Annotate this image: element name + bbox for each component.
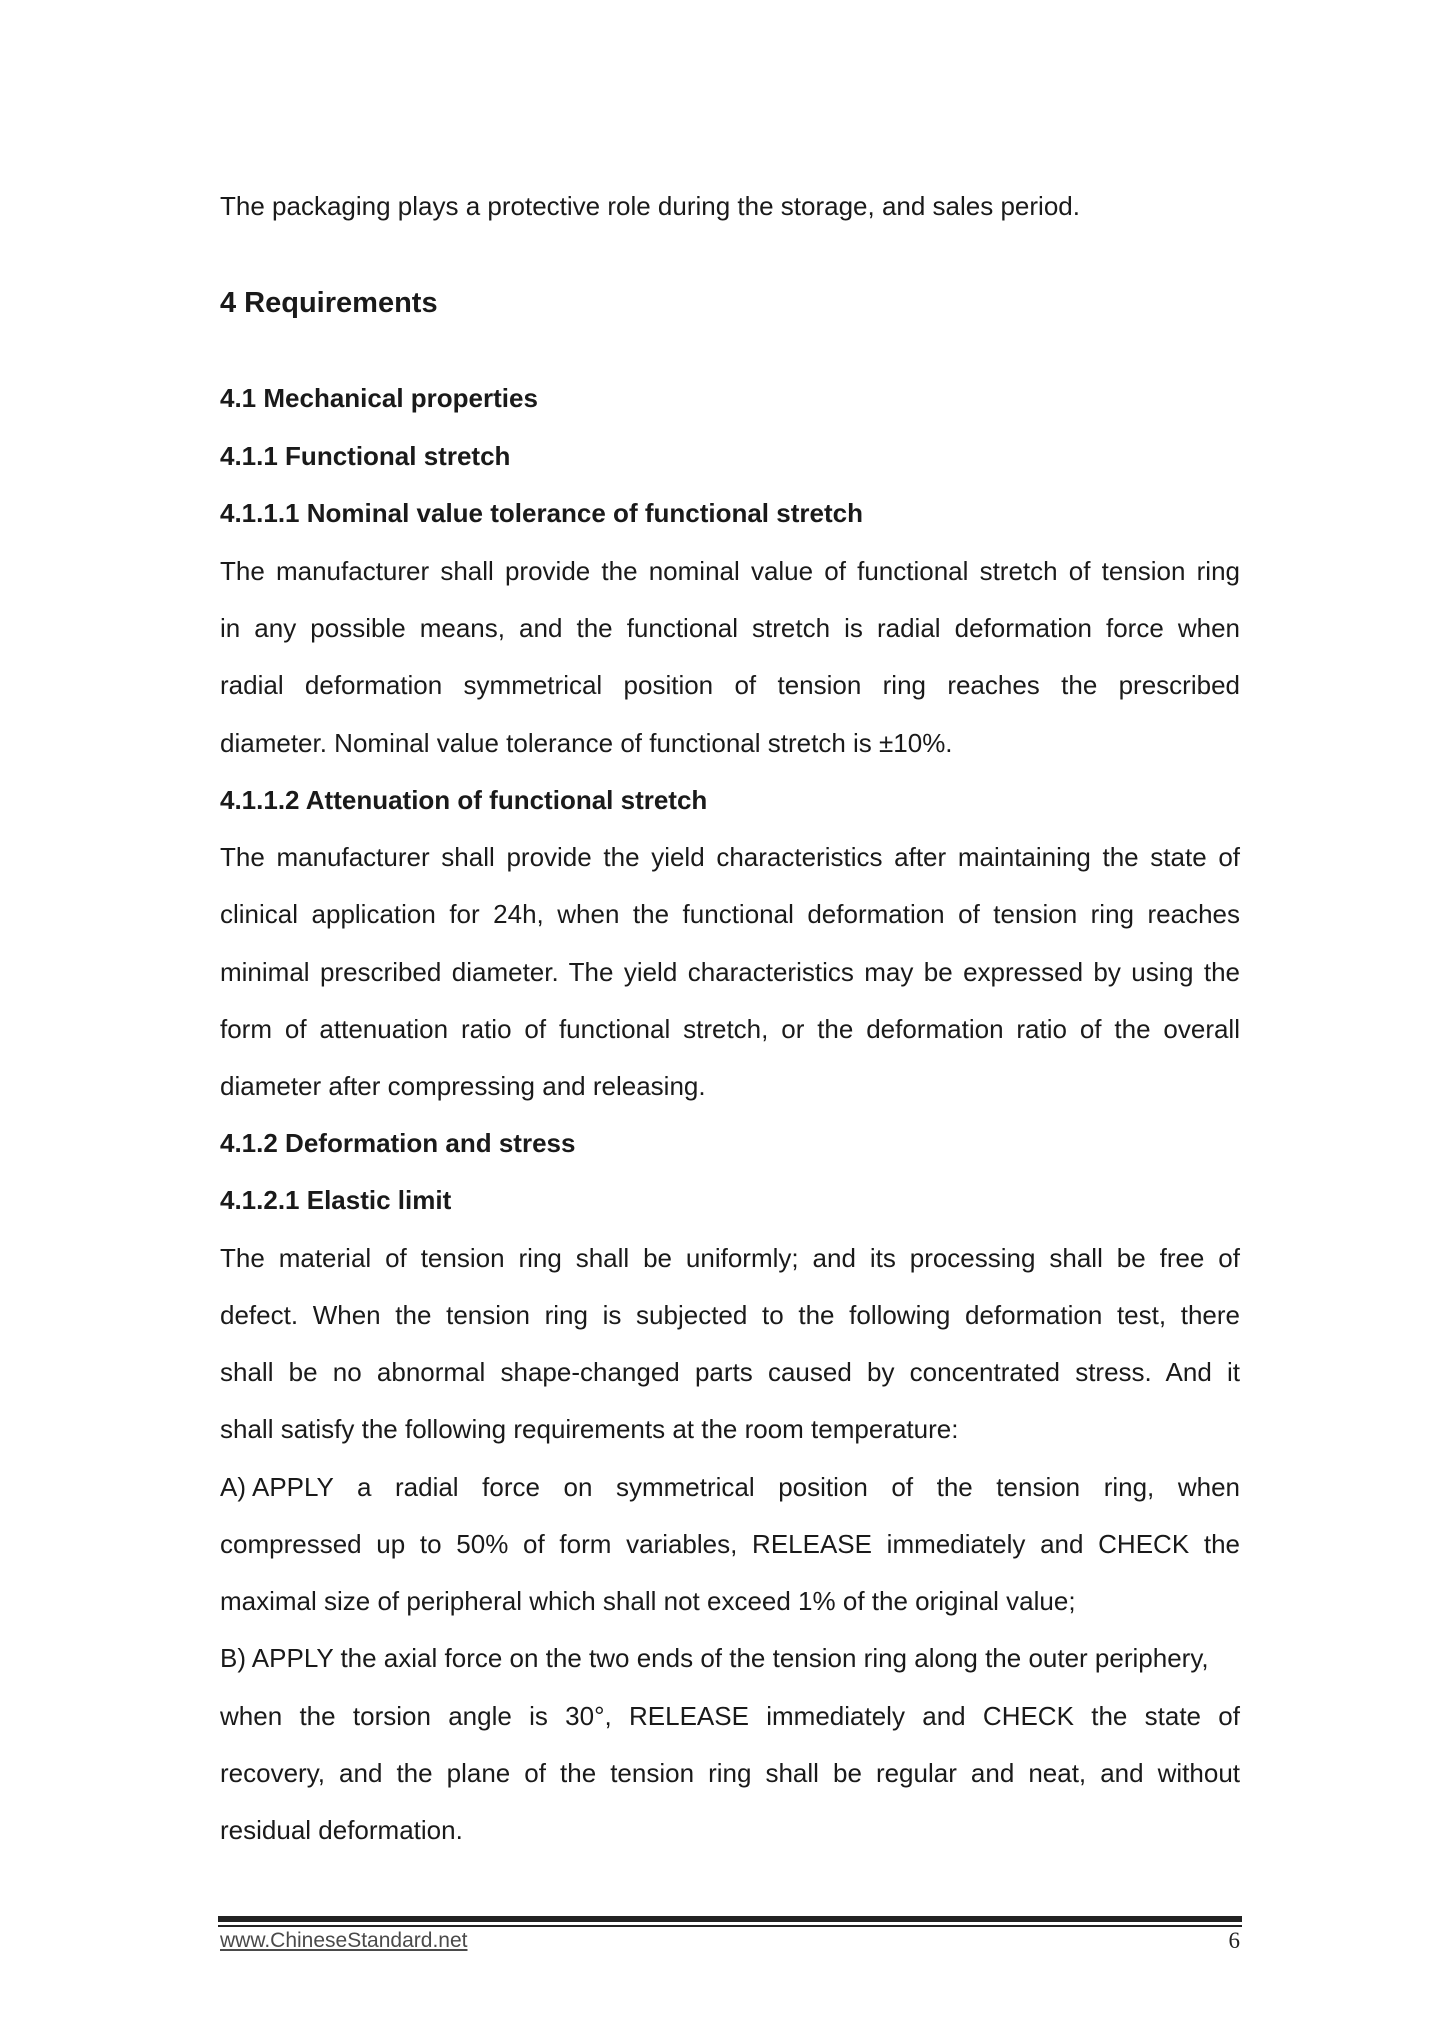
list-item-b: B) APPLY the axial force on the two ends of the tension ring along the outer periphery, — [220, 1643, 1209, 1673]
paragraph-line: shall satisfy the following requirements at the room temperature: — [220, 1414, 959, 1444]
paragraph-line: radial deformation symmetrical position of tension ring reaches the prescribed — [220, 670, 1240, 700]
intro-paragraph: The packaging plays a protective role during the storage, and sales period. — [220, 191, 1080, 221]
list-item-line: compressed up to 50% of form variables, RELEASE immediately and CHECK the — [220, 1529, 1240, 1559]
list-item-line: maximal size of peripheral which shall not exceed 1% of the original value; — [220, 1586, 1076, 1616]
paragraph-line: The manufacturer shall provide the nominal value of functional stretch of tension ring — [220, 556, 1240, 586]
paragraph-line: form of attenuation ratio of functional stretch, or the deformation ratio of the overall — [220, 1014, 1240, 1044]
list-item-line: when the torsion angle is 30°, RELEASE immediately and CHECK the state of — [220, 1701, 1240, 1731]
list-item-line: recovery, and the plane of the tension ring shall be regular and neat, and without — [220, 1758, 1240, 1788]
list-item-line: residual deformation. — [220, 1815, 463, 1845]
paragraph-line: shall be no abnormal shape-changed parts caused by concentrated stress. And it — [220, 1357, 1240, 1387]
list-item-a — [220, 1471, 1240, 1503]
paragraph-line: defect. When the tension ring is subjected to the following deformation test, there — [220, 1300, 1240, 1330]
paragraph-line: The manufacturer shall provide the yield characteristics after maintaining the state of — [220, 842, 1240, 872]
footer-divider-thick — [218, 1916, 1242, 1922]
heading-4-1-2: 4.1.2 Deformation and stress — [220, 1128, 576, 1158]
footer-website-link[interactable]: www.ChineseStandard.net — [220, 1929, 468, 1952]
heading-4-1-2-1: 4.1.2.1 Elastic limit — [220, 1185, 452, 1215]
list-marker-a: A) — [220, 1472, 246, 1502]
paragraph-line: clinical application for 24h, when the functional deformation of tension ring reaches — [220, 899, 1240, 929]
heading-4-1-1-2: 4.1.1.2 Attenuation of functional stretch — [220, 785, 708, 815]
heading-4-1: 4.1 Mechanical properties — [220, 383, 538, 413]
heading-4-1-1-1: 4.1.1.1 Nominal value tolerance of functional stretch — [220, 498, 863, 528]
paragraph-line: minimal prescribed diameter. The yield characteristics may be expressed by using the — [220, 957, 1240, 987]
page-number: 6 — [1228, 1928, 1240, 1953]
paragraph-line: diameter. Nominal value tolerance of functional stretch is ±10%. — [220, 728, 953, 758]
heading-4-1-1: 4.1.1 Functional stretch — [220, 441, 511, 471]
paragraph-line: in any possible means, and the functional stretch is radial deformation force when — [220, 613, 1240, 643]
paragraph-line: The material of tension ring shall be uniformly; and its processing shall be free of — [220, 1243, 1240, 1273]
section-heading-4: 4 Requirements — [220, 287, 438, 319]
list-item-text: APPLY a radial force on symmetrical position of the tension ring, when — [252, 1472, 1240, 1502]
paragraph-line: diameter after compressing and releasing. — [220, 1071, 706, 1101]
document-page — [220, 0, 1240, 2044]
